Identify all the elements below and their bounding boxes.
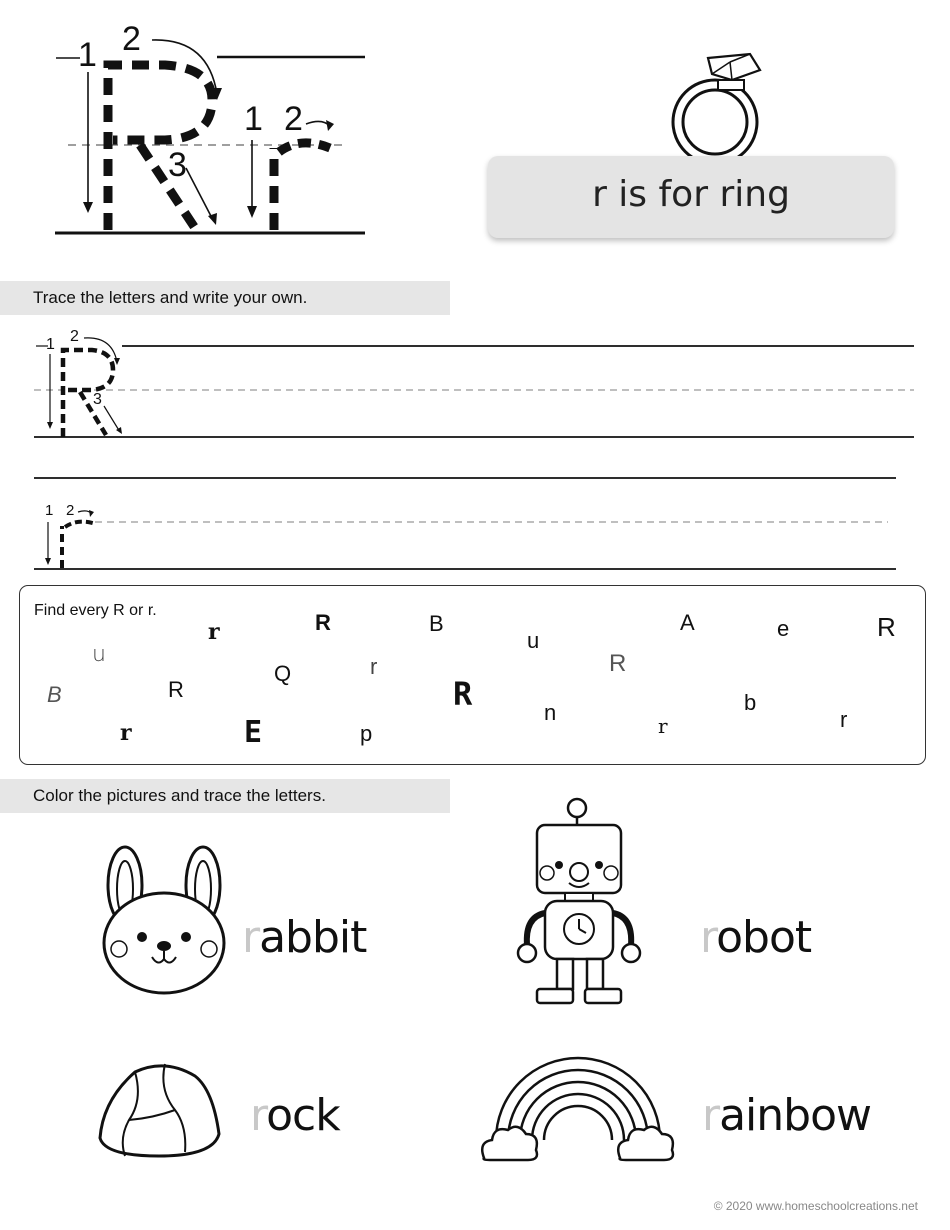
find-letter[interactable]: Q (274, 661, 292, 686)
big-letter-r-guide (0, 0, 380, 250)
word-rest: ainbow (719, 1090, 872, 1141)
find-letter[interactable]: R (453, 675, 473, 713)
rabbit-icon[interactable] (95, 845, 235, 995)
stroke-number-lower-2: 2 (284, 100, 303, 138)
find-letter[interactable]: R (877, 612, 896, 642)
find-letter[interactable]: B (47, 682, 62, 707)
word-rainbow (702, 1090, 871, 1141)
word-rest: obot (716, 912, 812, 963)
lowercase-writing-lines (0, 470, 950, 580)
word-first-letter: r (242, 912, 260, 963)
find-letters-box (19, 585, 926, 765)
find-letter[interactable]: R (315, 610, 331, 635)
find-letter[interactable]: A (680, 610, 695, 635)
find-letter[interactable]: r (840, 707, 848, 732)
stroke-number-1: 1 (78, 36, 97, 74)
find-letter[interactable]: r (658, 714, 668, 738)
find-letter[interactable]: b (744, 690, 757, 715)
rock-icon[interactable] (95, 1060, 225, 1160)
find-letter[interactable]: u (527, 628, 540, 653)
word-rabbit (242, 912, 366, 963)
word-rest: ock (266, 1090, 340, 1141)
find-letter[interactable]: r (120, 720, 132, 746)
word-rest: abbit (259, 912, 367, 963)
copyright-footer: © 2020 www.homeschoolcreations.net (713, 1199, 918, 1213)
find-section-title: Find every R or r. (34, 602, 157, 619)
color-section-title: Color the pictures and trace the letters. (0, 779, 450, 813)
ring-label: r is for ring (488, 156, 894, 238)
find-letter[interactable]: E (244, 715, 263, 750)
word-first-letter: r (250, 1090, 267, 1141)
word-first-letter: r (700, 912, 717, 963)
rainbow-icon[interactable] (478, 1030, 678, 1165)
find-letter[interactable]: B (429, 611, 444, 636)
trace-upper-stroke-1: 1 (46, 336, 55, 353)
trace-lower-stroke-1: 1 (45, 502, 54, 519)
find-letter[interactable]: R (168, 677, 184, 702)
trace-upper-stroke-3: 3 (93, 391, 102, 408)
word-rock (250, 1090, 340, 1141)
trace-lower-stroke-2: 2 (66, 502, 75, 519)
uppercase-writing-lines (0, 330, 950, 450)
trace-section-title: Trace the letters and write your own. (0, 281, 450, 315)
find-letter[interactable]: p (360, 721, 373, 746)
find-letter[interactable]: R (609, 650, 627, 677)
trace-upper-stroke-2: 2 (70, 328, 79, 345)
find-letter[interactable]: r (370, 654, 378, 679)
robot-icon[interactable] (515, 795, 645, 1020)
find-letter[interactable]: r (208, 619, 220, 645)
find-letter[interactable]: e (777, 616, 790, 641)
word-robot (700, 912, 811, 963)
find-letter[interactable]: u (92, 642, 106, 667)
ring-icon (660, 40, 770, 170)
stroke-number-2: 2 (122, 20, 141, 58)
word-first-letter: r (702, 1090, 720, 1141)
stroke-number-lower-1: 1 (244, 100, 263, 138)
stroke-number-3: 3 (168, 146, 187, 184)
find-letter[interactable]: n (544, 700, 557, 725)
